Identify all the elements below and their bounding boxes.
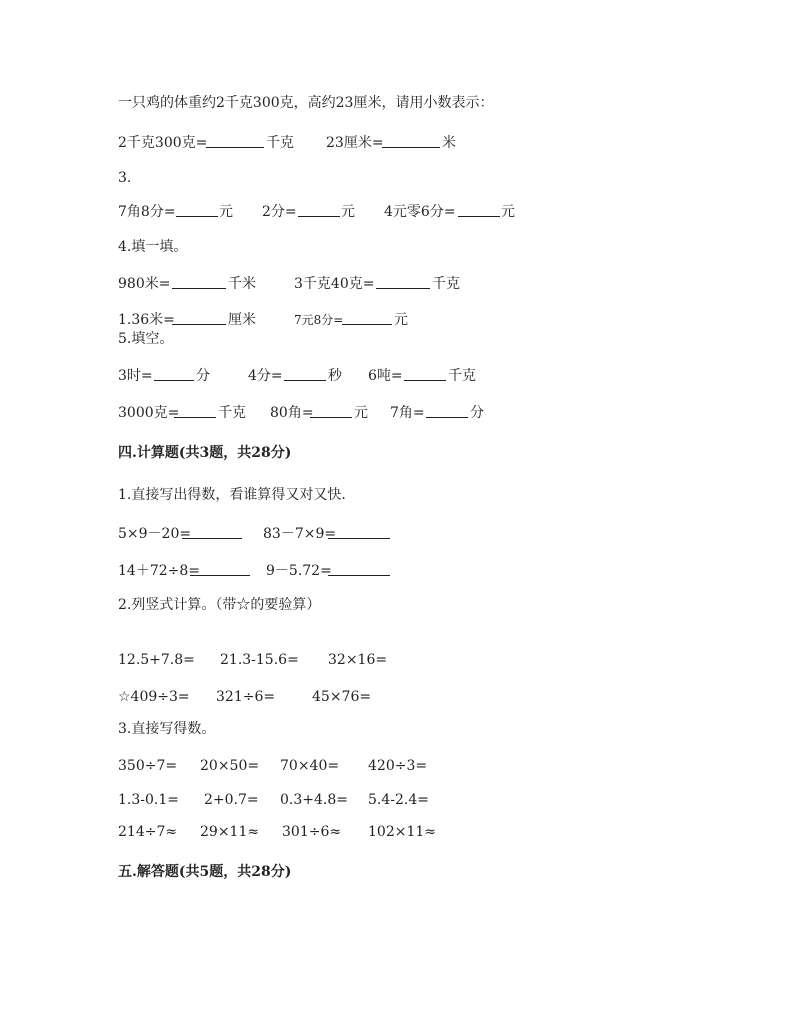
question-item: 14＋72÷8= <box>118 563 200 579</box>
answer-blank[interactable] <box>328 562 390 576</box>
unit-label: 千克 <box>448 368 476 384</box>
question-item: 23厘米= <box>326 135 384 151</box>
question-item: 2千克300克= <box>118 135 208 151</box>
calc-item: 0.3+4.8= <box>280 792 348 808</box>
calc-item: 1.3-0.1= <box>118 792 179 808</box>
unit-label: 千克 <box>218 405 246 421</box>
question-text: 1.直接写出得数，看谁算得又对又快. <box>118 487 346 503</box>
question-item: 3000克= <box>118 405 180 421</box>
question-text: 4.填一填。 <box>118 239 188 255</box>
question-item: 83－7×9= <box>263 526 337 542</box>
answer-blank[interactable] <box>382 134 440 148</box>
question-item: 3千克40克= <box>294 276 375 292</box>
calc-item: 21.3-15.6= <box>220 652 299 668</box>
calc-item: 102×11≈ <box>368 824 436 840</box>
unit-label: 千克 <box>432 276 460 292</box>
calc-item: 29×11≈ <box>200 824 260 840</box>
calc-item: 214÷7≈ <box>118 824 178 840</box>
calc-item: 321÷6= <box>216 689 276 705</box>
unit-label: 元 <box>394 312 408 328</box>
question-text: 3.直接写得数。 <box>118 721 216 737</box>
unit-label: 元 <box>501 204 515 220</box>
unit-label: 元 <box>219 204 233 220</box>
question-item: 980米= <box>118 276 171 292</box>
unit-label: 千克 <box>266 135 294 151</box>
answer-blank[interactable] <box>298 203 340 217</box>
unit-label: 秒 <box>328 368 342 384</box>
answer-blank[interactable] <box>176 203 218 217</box>
question-item: 4分= <box>248 368 283 384</box>
answer-blank[interactable] <box>458 203 500 217</box>
answer-blank[interactable] <box>174 404 216 418</box>
calc-item: 301÷6≈ <box>282 824 342 840</box>
calc-item: 32×16= <box>328 652 388 668</box>
answer-blank[interactable] <box>376 275 430 289</box>
answer-blank[interactable] <box>172 311 226 325</box>
question-item: 6吨= <box>368 368 403 384</box>
calc-item: ☆409÷3= <box>118 689 190 705</box>
question-item: 3时= <box>118 368 153 384</box>
question-item: 7角8分= <box>118 204 176 220</box>
unit-label: 厘米 <box>228 312 256 328</box>
unit-label: 元 <box>354 405 368 421</box>
unit-label: 分 <box>196 368 210 384</box>
answer-blank[interactable] <box>182 525 242 539</box>
question-item: 2分= <box>262 204 297 220</box>
question-item: 9－5.72= <box>266 563 332 579</box>
answer-blank[interactable] <box>426 404 468 418</box>
unit-label: 元 <box>341 204 355 220</box>
question-item: 7元8分= <box>294 313 344 327</box>
question-item: 80角= <box>270 405 314 421</box>
answer-blank[interactable] <box>342 311 392 325</box>
answer-blank[interactable] <box>284 367 326 381</box>
calc-item: 5.4-2.4= <box>368 792 429 808</box>
section-heading: 四.计算题(共3题，共28分) <box>118 445 292 461</box>
answer-blank[interactable] <box>190 562 250 576</box>
question-item: 1.36米= <box>118 312 175 328</box>
question-item: 7角= <box>390 405 425 421</box>
answer-blank[interactable] <box>328 525 390 539</box>
question-item: 4元零6分= <box>384 204 456 220</box>
unit-label: 千米 <box>228 276 256 292</box>
calc-item: 45×76= <box>312 689 372 705</box>
unit-label: 分 <box>470 405 484 421</box>
answer-blank[interactable] <box>172 275 226 289</box>
question-text: 一只鸡的体重约2千克300克，高约23厘米，请用小数表示： <box>118 95 494 111</box>
calc-item: 350÷7= <box>118 758 178 774</box>
answer-blank[interactable] <box>310 404 352 418</box>
calc-item: 2+0.7= <box>204 792 259 808</box>
calc-item: 420÷3= <box>368 758 428 774</box>
question-text: 2.列竖式计算。（带☆的要验算） <box>118 597 321 613</box>
question-number: 3. <box>118 170 132 186</box>
answer-blank[interactable] <box>154 367 194 381</box>
answer-blank[interactable] <box>206 134 264 148</box>
section-heading: 五.解答题(共5题，共28分) <box>118 864 292 880</box>
unit-label: 米 <box>442 135 456 151</box>
question-item: 5×9－20= <box>118 526 192 542</box>
answer-blank[interactable] <box>404 367 446 381</box>
calc-item: 20×50= <box>200 758 260 774</box>
question-text: 5.填空。 <box>118 331 174 347</box>
calc-item: 70×40= <box>280 758 340 774</box>
calc-item: 12.5+7.8= <box>118 652 195 668</box>
